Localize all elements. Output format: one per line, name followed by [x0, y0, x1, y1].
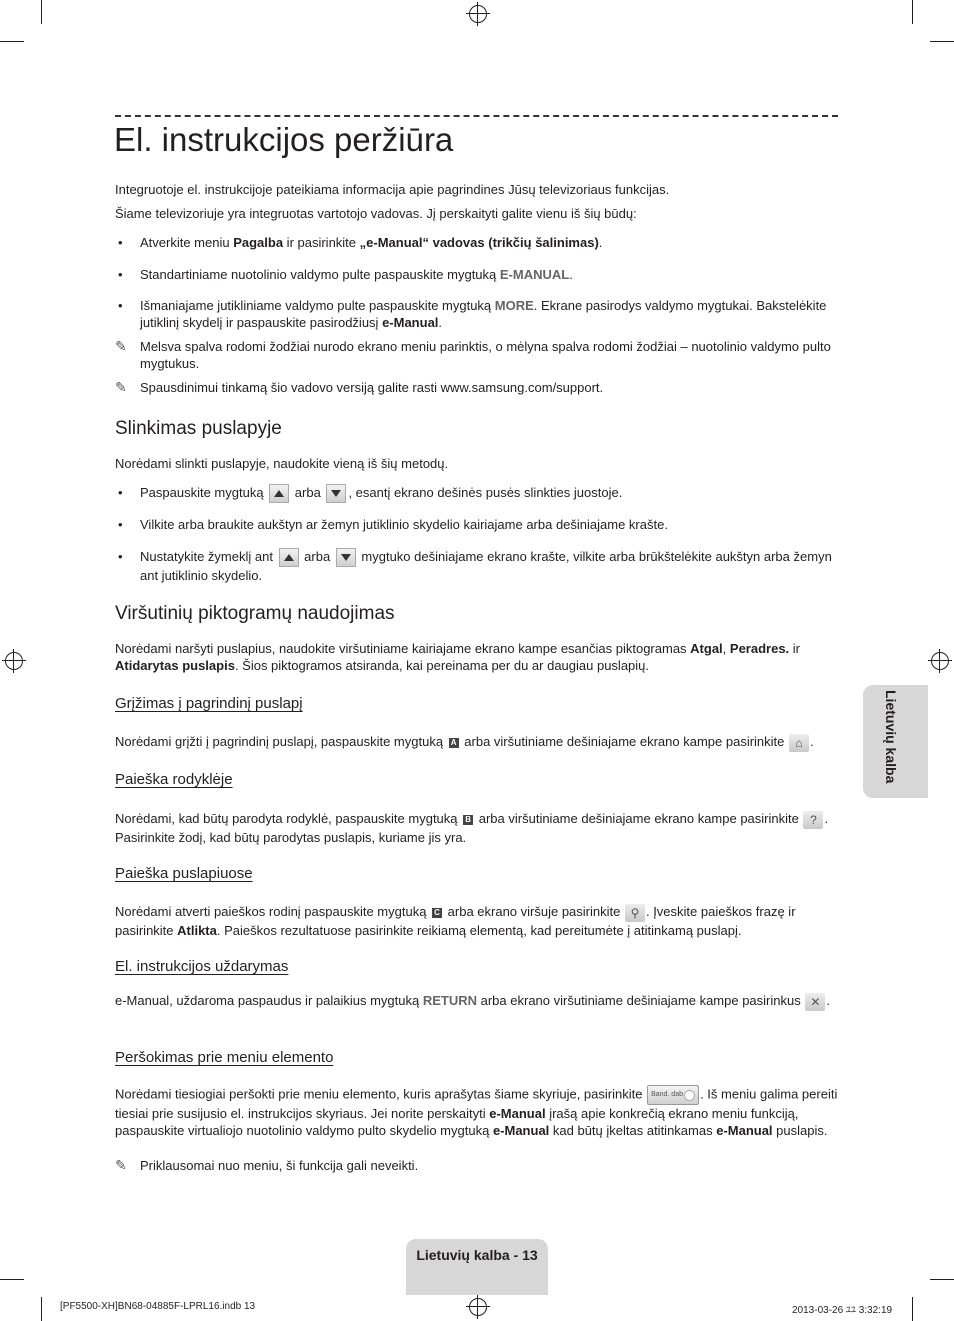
paragraph: Norėdami grįžti į pagrindinį puslapį, paspauskite mygtuką A arba viršutiniame dešiniajame ekrano kampe pasirinkite ⌂ .: [115, 734, 814, 750]
subheading-index: Paieška rodyklėje: [115, 771, 233, 788]
paragraph: Norėdami slinkti puslapyje, naudokite vieną iš šių metodų.: [115, 456, 449, 471]
subheading-jump: Peršokimas prie meniu elemento: [115, 1049, 334, 1066]
paragraph: Norėdami naršyti puslapius, naudokite viršutiniame kairiajame ekrano kampe esančias piktogramas Atgal, Peradres. ir Atidarytas puslapis. Šios piktogramos atsiranda, kai pereinama per du ar daugiau puslapių.: [115, 641, 801, 673]
subheading-close: El. instrukcijos uždarymas: [115, 958, 289, 975]
language-side-tab: Lietuvių kalba: [863, 685, 928, 798]
pencil-note-icon: ✎: [115, 379, 127, 395]
list-item: Išmaniajame jutikliniame valdymo pulte paspauskite mygtuką MORE. Ekrane pasirodys valdymo mygtukai. Bakstelėkite jutiklinį skydelį ir paspauskite pasirodžiusį e-Manual.: [140, 298, 827, 330]
registration-mark-top: [469, 5, 487, 23]
list-item: Atverkite meniu Pagalba ir pasirinkite „e-Manual“ vadovas (trikčių šalinimas).: [140, 235, 603, 250]
registration-mark-right: [931, 652, 949, 670]
pencil-note-icon: ✎: [115, 1157, 127, 1173]
home-icon: ⌂: [789, 734, 809, 752]
bullet-mark: •: [118, 267, 123, 282]
note-text: Spausdinimui tinkamą šio vadovo versiją galite rasti www.samsung.com/support.: [140, 380, 604, 395]
bullet-mark: •: [118, 298, 123, 313]
scroll-up-icon: [269, 484, 289, 503]
index-icon: ?: [803, 811, 823, 829]
paragraph: e-Manual, uždaroma paspaudus ir palaikius mygtuką RETURN arba ekrano viršutiniame dešiniajame kampe pasirinkus ✕ .: [115, 993, 830, 1009]
key-b-icon: B: [463, 815, 473, 825]
page-title: El. instrukcijos peržiūra: [114, 121, 454, 158]
intro-paragraph-2: Šiame televizoriuje yra integruotas vartotojo vadovas. Jį perskaityti galite vienu iš šių būdų:: [115, 206, 637, 221]
scroll-up-icon: [279, 548, 299, 567]
bullet-mark: •: [118, 235, 123, 250]
registration-mark-bottom: [469, 1298, 487, 1316]
section-heading-scroll: Slinkimas puslapyje: [115, 418, 282, 439]
paragraph: Norėdami tiesiogiai peršokti prie meniu elemento, kuris aprašytas šiame skyriuje, pasirinkite Band. dab . Iš meniu galima pereiti tiesiai prie susijusio el. instrukcijos skyriaus. Jei norite perskaityti e-Manual įrašą apie konkrečią ekrano meniu funkciją, paspauskite virtualiojo nuotolinio valdymo pulto skydelio mygtuką e-Manual kad būtų įkeltas atitinkamas e-Manual puslapis.: [115, 1086, 838, 1138]
scroll-down-icon: [326, 484, 346, 503]
scroll-down-icon: [336, 548, 356, 567]
key-a-icon: A: [449, 738, 459, 748]
subheading-home: Grįžimas į pagrindinį puslapį: [115, 695, 303, 712]
list-item: Paspauskite mygtuką arba , esantį ekrano dešinės pusės slinkties juostoje.: [140, 484, 840, 503]
bullet-mark: •: [118, 517, 123, 532]
print-info-left: [PF5500-XH]BN68-04885F-LPRL16.indb 13: [60, 1301, 256, 1312]
list-item: Nustatykite žymeklį ant arba mygtuko dešiniajame ekrano krašte, vilkite arba brūkštelėkite aukštyn arba žemyn ant jutiklinio skydelio.: [140, 549, 832, 584]
note-text: Melsva spalva rodomi žodžiai nurodo ekrano meniu parinktis, o mėlyna spalva rodomi žodžiai – nuotolinio valdymo pulto mygtukus.: [140, 339, 831, 371]
paragraph: Norėdami atverti paieškos rodinį paspauskite mygtuką C arba ekrano viršuje pasirinkite ⚲ . Įveskite paieškos frazę ir pasirinkite Atlikta. Paieškos rezultatuose pasirinkite reikiamą elementą, kad pereitumėte į atitinkamą puslapį.: [115, 904, 796, 938]
registration-mark-left: [5, 652, 23, 670]
note-text: Priklausomai nuo meniu, ši funkcija gali neveikti.: [140, 1158, 419, 1173]
list-item: Standartiniame nuotolinio valdymo pulte paspauskite mygtuką E-MANUAL.: [140, 267, 573, 282]
close-icon: ✕: [805, 993, 825, 1011]
print-info-right: 2013-03-26 ﾕﾕ 3:32:19: [792, 1305, 893, 1316]
intro-paragraph-1: Integruotoje el. instrukcijoje pateikiama informacija apie pagrindines Jūsų televizoriaus funkcijas.: [115, 182, 670, 197]
key-c-icon: C: [432, 908, 442, 918]
page-number-tab: Lietuvių kalba - 13: [406, 1239, 548, 1295]
pencil-note-icon: ✎: [115, 338, 127, 354]
subheading-search: Paieška puslapiuose: [115, 865, 253, 882]
bullet-mark: •: [118, 485, 123, 500]
search-icon: ⚲: [625, 904, 645, 922]
bullet-mark: •: [118, 549, 123, 564]
try-now-button-icon: Band. dab: [647, 1085, 699, 1105]
paragraph: Norėdami, kad būtų parodyta rodyklė, paspauskite mygtuką B arba viršutiniame dešiniajame ekrano kampe pasirinkite ? . Pasirinkite žodį, kad būtų parodytas puslapis, kuriame jis yra.: [115, 811, 829, 845]
list-item: Vilkite arba braukite aukštyn ar žemyn jutiklinio skydelio kairiajame arba dešiniajame krašte.: [140, 517, 668, 532]
section-heading-icons: Viršutinių piktogramų naudojimas: [115, 603, 395, 624]
title-rule: [115, 115, 838, 117]
